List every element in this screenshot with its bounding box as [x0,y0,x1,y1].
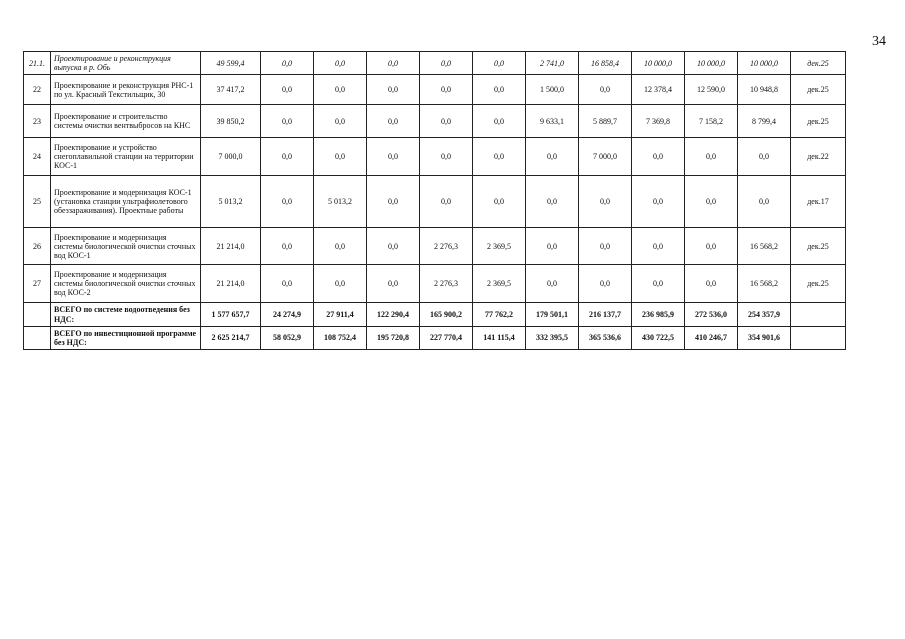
value-cell: 354 901,6 [738,326,791,349]
value-cell: 0,0 [473,105,526,138]
value-cell: 0,0 [314,105,367,138]
description-cell: Проектирование и модернизация системы биологической очистки сточных вод КОС-1 [51,228,201,265]
value-cell: 216 137,7 [579,303,632,326]
value-cell: 0,0 [579,265,632,303]
value-cell: 0,0 [420,75,473,105]
value-cell: 7 158,2 [685,105,738,138]
value-cell: 0,0 [526,265,579,303]
value-cell: 0,0 [314,265,367,303]
value-cell: 0,0 [367,228,420,265]
value-cell: 0,0 [261,138,314,176]
value-cell: 8 799,4 [738,105,791,138]
value-cell: 0,0 [314,52,367,75]
deadline-cell: дек.17 [791,176,846,228]
description-cell: ВСЕГО по системе водоотведения без НДС: [51,303,201,326]
value-cell: 27 911,4 [314,303,367,326]
description-cell: Проектирование и устройство снегоплавильной станции на территории КОС-1 [51,138,201,176]
row-number-cell: 25 [24,176,51,228]
value-cell: 0,0 [526,228,579,265]
value-cell: 0,0 [314,138,367,176]
row-number-cell: 27 [24,265,51,303]
value-cell: 9 633,1 [526,105,579,138]
value-cell: 10 000,0 [632,52,685,75]
value-cell: 0,0 [738,176,791,228]
value-cell: 0,0 [579,228,632,265]
value-cell: 410 246,7 [685,326,738,349]
value-cell: 108 752,4 [314,326,367,349]
value-cell: 122 290,4 [367,303,420,326]
description-cell: Проектирование и строительство системы очистки вентвыбросов на КНС [51,105,201,138]
value-cell: 0,0 [314,75,367,105]
total-row [24,303,846,326]
value-cell: 0,0 [473,75,526,105]
value-cell: 0,0 [473,176,526,228]
value-cell: 0,0 [420,52,473,75]
value-cell: 0,0 [314,228,367,265]
value-cell: 5 013,2 [201,176,261,228]
value-cell: 165 900,2 [420,303,473,326]
value-cell: 0,0 [420,105,473,138]
value-cell: 2 276,3 [420,265,473,303]
value-cell: 0,0 [473,138,526,176]
row-number-cell [24,303,51,326]
value-cell: 0,0 [579,176,632,228]
total-row [24,326,846,349]
value-cell: 0,0 [261,265,314,303]
table-row [24,265,846,303]
value-cell: 195 720,8 [367,326,420,349]
value-cell: 0,0 [367,75,420,105]
value-cell: 10 948,8 [738,75,791,105]
value-cell: 0,0 [685,228,738,265]
deadline-cell [791,303,846,326]
value-cell: 7 000,0 [579,138,632,176]
value-cell: 1 577 657,7 [201,303,261,326]
value-cell: 5 013,2 [314,176,367,228]
deadline-cell: дек.25 [791,105,846,138]
value-cell: 179 501,1 [526,303,579,326]
table-row [24,138,846,176]
deadline-cell [791,326,846,349]
value-cell: 0,0 [579,75,632,105]
value-cell: 39 850,2 [201,105,261,138]
value-cell: 21 214,0 [201,228,261,265]
value-cell: 0,0 [261,75,314,105]
value-cell: 2 369,5 [473,265,526,303]
row-number-cell: 22 [24,75,51,105]
value-cell: 16 568,2 [738,228,791,265]
value-cell: 0,0 [367,138,420,176]
value-cell: 0,0 [261,52,314,75]
value-cell: 58 052,9 [261,326,314,349]
investment-table [23,51,846,350]
value-cell: 0,0 [738,138,791,176]
page-number: 34 [872,34,886,49]
value-cell: 37 417,2 [201,75,261,105]
value-cell: 0,0 [367,105,420,138]
value-cell: 2 625 214,7 [201,326,261,349]
value-cell: 12 378,4 [632,75,685,105]
value-cell: 272 536,0 [685,303,738,326]
value-cell: 0,0 [632,176,685,228]
value-cell: 7 369,8 [632,105,685,138]
deadline-cell: дек.25 [791,265,846,303]
value-cell: 2 741,0 [526,52,579,75]
value-cell: 24 274,9 [261,303,314,326]
description-cell: Проектирование и реконструкция РНС-1 по ул. Красный Текстильщик, 30 [51,75,201,105]
value-cell: 21 214,0 [201,265,261,303]
value-cell: 16 858,4 [579,52,632,75]
value-cell: 0,0 [367,265,420,303]
table-row [24,228,846,265]
value-cell: 0,0 [685,265,738,303]
description-cell: Проектирование и модернизация системы биологической очистки сточных вод КОС-2 [51,265,201,303]
value-cell: 1 500,0 [526,75,579,105]
row-number-cell: 21.1. [24,52,51,75]
value-cell: 0,0 [526,138,579,176]
value-cell: 0,0 [261,176,314,228]
value-cell: 0,0 [261,105,314,138]
row-number-cell [24,326,51,349]
row-number-cell: 26 [24,228,51,265]
value-cell: 16 568,2 [738,265,791,303]
value-cell: 49 599,4 [201,52,261,75]
table-row [24,75,846,105]
value-cell: 0,0 [420,176,473,228]
value-cell: 2 276,3 [420,228,473,265]
value-cell: 430 722,5 [632,326,685,349]
description-cell: Проектирование и реконструкция выпуска в р. Обь [51,52,201,75]
value-cell: 227 770,4 [420,326,473,349]
value-cell: 0,0 [685,138,738,176]
value-cell: 2 369,5 [473,228,526,265]
deadline-cell: дек.25 [791,228,846,265]
row-number-cell: 24 [24,138,51,176]
value-cell: 0,0 [367,52,420,75]
value-cell: 0,0 [632,138,685,176]
value-cell: 10 000,0 [738,52,791,75]
table-row [24,105,846,138]
value-cell: 0,0 [473,52,526,75]
value-cell: 0,0 [632,228,685,265]
value-cell: 0,0 [526,176,579,228]
description-cell: ВСЕГО по инвестиционной программе без НДС: [51,326,201,349]
row-number-cell: 23 [24,105,51,138]
value-cell: 77 762,2 [473,303,526,326]
value-cell: 10 000,0 [685,52,738,75]
value-cell: 365 536,6 [579,326,632,349]
value-cell: 254 357,9 [738,303,791,326]
value-cell: 0,0 [632,265,685,303]
deadline-cell: дек.22 [791,138,846,176]
value-cell: 332 395,5 [526,326,579,349]
description-cell: Проектирование и модернизация КОС-1 (установка станции ультрафиолетового обеззараживания). Проектные работы [51,176,201,228]
value-cell: 141 115,4 [473,326,526,349]
value-cell: 0,0 [420,138,473,176]
deadline-cell: дек.25 [791,52,846,75]
value-cell: 236 985,9 [632,303,685,326]
value-cell: 7 000,0 [201,138,261,176]
value-cell: 5 889,7 [579,105,632,138]
value-cell: 0,0 [685,176,738,228]
table-row [24,176,846,228]
value-cell: 0,0 [367,176,420,228]
table-row [24,52,846,75]
value-cell: 0,0 [261,228,314,265]
deadline-cell: дек.25 [791,75,846,105]
value-cell: 12 590,0 [685,75,738,105]
